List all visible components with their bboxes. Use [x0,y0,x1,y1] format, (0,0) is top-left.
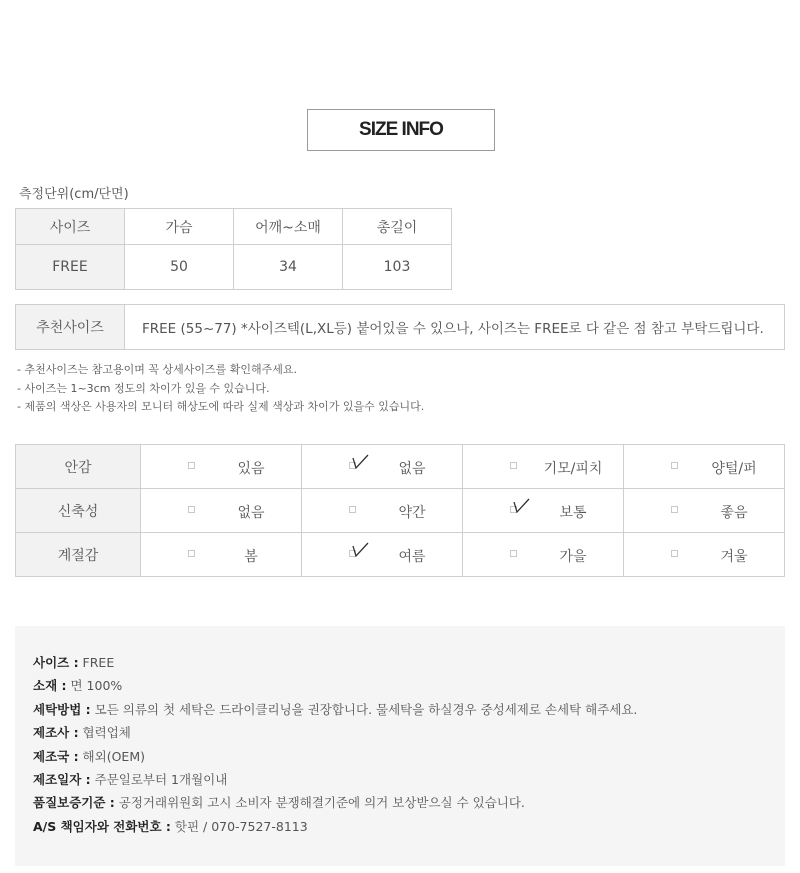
info-key: 제조사 : [33,725,79,741]
checkbox-icon [671,550,678,557]
info-key: 소재 : [33,678,67,694]
checkbox-icon [188,506,195,513]
size-table-row [16,245,452,290]
measurement-unit-label: 측정단위(cm/단면) [19,187,129,202]
attribute-row-stretch [16,489,785,533]
attribute-option [463,489,624,533]
recommend-size-table [15,304,785,350]
option-label: 가을 [559,549,587,565]
attribute-option [302,489,463,533]
note-item: - 추천사이즈는 참고용이며 꼭 상세사이즈를 확인해주세요. [17,363,297,376]
note-item: - 제품의 색상은 사용자의 모니터 해상도에 따라 실제 색상과 차이가 있을수 있습니다. [17,400,425,413]
option-label: 양털/퍼 [711,461,757,477]
attribute-label: 계절감 [16,533,141,577]
attribute-option [141,489,302,533]
info-value: 해외(OEM) [78,748,145,764]
info-key: 세탁방법 : [33,701,91,717]
option-label: 기모/피치 [543,461,603,477]
recommend-size-label: 추천사이즈 [16,305,125,350]
checkbox-icon [349,506,356,513]
option-label: 없음 [237,505,265,521]
info-key: 제조일자 : [33,772,91,788]
attribute-option [624,489,785,533]
attribute-option [302,445,463,489]
size-header-size: 사이즈 [16,209,125,245]
info-value: 협력업체 [78,725,131,741]
option-label: 봄 [244,549,258,565]
checkbox-icon [671,462,678,469]
size-header-chest: 가슴 [125,209,234,245]
attribute-option [624,445,785,489]
option-label: 겨울 [720,549,748,565]
info-line-as-contact [33,815,637,838]
size-value-chest: 50 [125,245,234,290]
option-label: 약간 [398,505,426,521]
attribute-option [463,445,624,489]
checkbox-icon [510,550,517,557]
size-header-shoulder-sleeve: 어깨~소매 [234,209,343,245]
size-value-size: FREE [16,245,125,290]
checkbox-icon [188,550,195,557]
info-line-washing [33,698,637,721]
info-value: 핫핀 / 070-7527-8113 [170,818,308,834]
page-title: SIZE INFO [307,109,495,151]
option-label: 보통 [559,505,587,521]
info-key: 사이즈 : [33,655,79,670]
recommend-size-text: FREE (55~77) *사이즈텍(L,XL등) 붙어있을 수 있으나, 사이즈는 FREE로 다 같은 점 참고 부탁드립니다. [125,305,785,350]
attribute-option [141,445,302,489]
attribute-table [15,444,785,577]
attribute-option [624,533,785,577]
size-value-total-length: 103 [343,245,452,290]
info-line-manufacturer [33,721,637,744]
info-value: 공정거래위원회 고시 소비자 분쟁해결기준에 의거 보상받으실 수 있습니다. [114,795,525,811]
checkbox-icon [510,462,517,469]
info-value: 모든 의류의 첫 세탁은 드라이클리닝을 권장합니다. 물세탁을 하실경우 중성세제로 손세탁 해주세요. [90,701,638,717]
attribute-option [302,533,463,577]
info-line-size [33,651,637,674]
attribute-option [141,533,302,577]
option-label: 좋음 [720,505,748,521]
info-line-date [33,768,637,791]
info-line-material [33,674,637,697]
size-table-header-row [16,209,452,245]
checkbox-icon [188,462,195,469]
info-key: 제조국 : [33,748,79,764]
info-line-country [33,745,637,768]
attribute-row-lining [16,445,785,489]
product-info-box [15,626,785,866]
option-label: 여름 [398,549,426,565]
option-label: 없음 [398,461,426,477]
note-item: - 사이즈는 1~3cm 정도의 차이가 있을 수 있습니다. [17,381,270,395]
attribute-option [463,533,624,577]
info-value: 주문일로부터 1개월이내 [90,772,228,788]
attribute-label: 신축성 [16,489,141,533]
info-key: 품질보증기준 : [33,795,115,811]
size-header-total-length: 총길이 [343,209,452,245]
info-value: FREE [78,655,115,670]
option-label: 있음 [237,461,265,477]
size-notes [17,361,424,417]
checkbox-icon [671,506,678,513]
info-line-warranty [33,791,637,814]
size-table [15,208,452,290]
attribute-label: 안감 [16,445,141,489]
attribute-row-season [16,533,785,577]
info-value: 면 100% [66,678,123,694]
info-key: A/S 책임자와 전화번호 : [33,818,171,834]
size-value-shoulder-sleeve: 34 [234,245,343,290]
